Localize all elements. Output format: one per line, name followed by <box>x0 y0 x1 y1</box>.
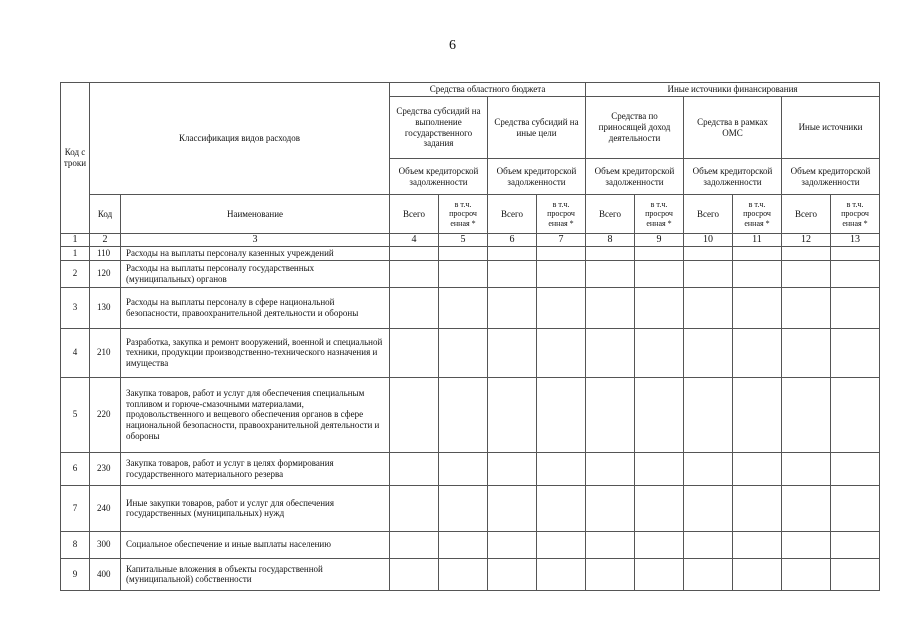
regional-budget-header: Средства областного бюджета <box>390 83 586 97</box>
value-cell <box>733 377 782 452</box>
value-cell <box>635 452 684 485</box>
value-cell <box>782 531 831 558</box>
value-cell <box>684 452 733 485</box>
value-cell <box>488 377 537 452</box>
table-row <box>61 485 880 531</box>
total-header: Всего <box>488 195 537 234</box>
value-cell <box>586 531 635 558</box>
value-cell <box>831 260 880 287</box>
column-number: 2 <box>90 234 121 247</box>
row-name: Закупка товаров, работ и услуг для обеспечения специальным топливом и горюче-смазочными материалами, продовольственного и вещевого обеспечения органов в сфере национальной безопасности, правоохранительной деятельности и обороны <box>121 377 390 452</box>
page-number: 6 <box>449 38 456 53</box>
value-cell <box>684 531 733 558</box>
value-cell <box>782 452 831 485</box>
debt-header: Объем кредиторской задолженности <box>684 159 782 195</box>
column-number: 4 <box>390 234 439 247</box>
value-cell <box>684 558 733 590</box>
value-cell <box>488 247 537 261</box>
value-cell <box>439 328 488 377</box>
value-cell <box>537 328 586 377</box>
value-cell <box>733 531 782 558</box>
column-number: 12 <box>782 234 831 247</box>
row-number: 8 <box>61 531 90 558</box>
row-name: Закупка товаров, работ и услуг в целях формирования государственного материального резерва <box>121 452 390 485</box>
column-number: 1 <box>61 234 90 247</box>
value-cell <box>782 328 831 377</box>
expense-classification-table <box>60 82 880 591</box>
value-cell <box>733 452 782 485</box>
value-cell <box>635 377 684 452</box>
value-cell <box>488 452 537 485</box>
value-cell <box>684 485 733 531</box>
value-cell <box>586 328 635 377</box>
value-cell <box>439 485 488 531</box>
value-cell <box>635 558 684 590</box>
overdue-header: в т.ч. просроч енная * <box>537 195 586 234</box>
value-cell <box>390 485 439 531</box>
row-code: 400 <box>90 558 121 590</box>
row-name: Расходы на выплаты персоналу в сфере национальной безопасности, правоохранительной деятельности и обороны <box>121 287 390 328</box>
value-cell <box>439 247 488 261</box>
value-cell <box>635 531 684 558</box>
value-cell <box>390 328 439 377</box>
name-header: Наименование <box>121 195 390 234</box>
value-cell <box>782 485 831 531</box>
column-number: 11 <box>733 234 782 247</box>
value-cell <box>684 260 733 287</box>
value-cell <box>831 247 880 261</box>
value-cell <box>635 247 684 261</box>
row-code: 130 <box>90 287 121 328</box>
column-number: 3 <box>121 234 390 247</box>
value-cell <box>586 247 635 261</box>
row-name: Расходы на выплаты персоналу казенных учреждений <box>121 247 390 261</box>
value-cell <box>439 531 488 558</box>
value-cell <box>733 328 782 377</box>
value-cell <box>439 452 488 485</box>
value-cell <box>488 328 537 377</box>
value-cell <box>439 287 488 328</box>
value-cell <box>537 260 586 287</box>
value-cell <box>390 260 439 287</box>
row-number: 1 <box>61 247 90 261</box>
value-cell <box>439 377 488 452</box>
table-row <box>61 328 880 377</box>
value-cell <box>390 558 439 590</box>
row-number: 4 <box>61 328 90 377</box>
table-row <box>61 452 880 485</box>
value-cell <box>635 485 684 531</box>
row-name: Социальное обеспечение и иные выплаты населению <box>121 531 390 558</box>
other-sources-short-header: Иные источники <box>782 97 880 159</box>
value-cell <box>635 328 684 377</box>
column-number: 9 <box>635 234 684 247</box>
value-cell <box>586 558 635 590</box>
overdue-header: в т.ч. просроч енная * <box>733 195 782 234</box>
value-cell <box>537 531 586 558</box>
row-name: Капитальные вложения в объекты государственной (муниципальной) собственности <box>121 558 390 590</box>
column-number: 8 <box>586 234 635 247</box>
row-code: 120 <box>90 260 121 287</box>
value-cell <box>537 452 586 485</box>
value-cell <box>488 287 537 328</box>
value-cell <box>782 247 831 261</box>
value-cell <box>390 377 439 452</box>
value-cell <box>733 558 782 590</box>
value-cell <box>831 485 880 531</box>
table-row <box>61 531 880 558</box>
value-cell <box>733 287 782 328</box>
code-header: Код <box>90 195 121 234</box>
row-code: 220 <box>90 377 121 452</box>
overdue-header: в т.ч. просроч енная * <box>635 195 684 234</box>
value-cell <box>733 485 782 531</box>
value-cell <box>684 247 733 261</box>
column-number: 13 <box>831 234 880 247</box>
value-cell <box>586 287 635 328</box>
debt-header: Объем кредиторской задолженности <box>390 159 488 195</box>
row-code: 230 <box>90 452 121 485</box>
row-code-header: Код строки <box>61 83 90 234</box>
value-cell <box>390 452 439 485</box>
value-cell <box>831 531 880 558</box>
table-row <box>61 247 880 261</box>
value-cell <box>488 260 537 287</box>
value-cell <box>537 485 586 531</box>
value-cell <box>537 377 586 452</box>
row-name: Расходы на выплаты персоналу государственных (муниципальных) органов <box>121 260 390 287</box>
total-header: Всего <box>586 195 635 234</box>
row-code: 240 <box>90 485 121 531</box>
value-cell <box>586 452 635 485</box>
row-number: 7 <box>61 485 90 531</box>
value-cell <box>733 247 782 261</box>
value-cell <box>684 328 733 377</box>
column-number: 6 <box>488 234 537 247</box>
value-cell <box>635 260 684 287</box>
value-cell <box>831 558 880 590</box>
income-activity-header: Средства по приносящей доход деятельности <box>586 97 684 159</box>
value-cell <box>782 260 831 287</box>
value-cell <box>782 287 831 328</box>
debt-header: Объем кредиторской задолженности <box>782 159 880 195</box>
value-cell <box>684 377 733 452</box>
column-numbers-row <box>61 234 880 247</box>
total-header: Всего <box>782 195 831 234</box>
row-name: Разработка, закупка и ремонт вооружений, военной и специальной техники, продукции производственно-технического назначения и имущества <box>121 328 390 377</box>
value-cell <box>831 287 880 328</box>
value-cell <box>684 287 733 328</box>
row-code: 210 <box>90 328 121 377</box>
column-number: 10 <box>684 234 733 247</box>
value-cell <box>439 558 488 590</box>
value-cell <box>782 558 831 590</box>
value-cell <box>488 558 537 590</box>
value-cell <box>586 377 635 452</box>
table-row <box>61 377 880 452</box>
value-cell <box>831 377 880 452</box>
row-number: 9 <box>61 558 90 590</box>
total-header: Всего <box>684 195 733 234</box>
row-number: 3 <box>61 287 90 328</box>
row-name: Иные закупки товаров, работ и услуг для обеспечения государственных (муниципальных) нужд <box>121 485 390 531</box>
value-cell <box>782 377 831 452</box>
classification-header: Классификация видов расходов <box>90 83 390 195</box>
value-cell <box>537 247 586 261</box>
total-header: Всего <box>390 195 439 234</box>
overdue-header: в т.ч. просроч енная * <box>439 195 488 234</box>
overdue-header: в т.ч. просроч енная * <box>831 195 880 234</box>
debt-header: Объем кредиторской задолженности <box>586 159 684 195</box>
value-cell <box>390 531 439 558</box>
value-cell <box>439 260 488 287</box>
row-number: 5 <box>61 377 90 452</box>
value-cell <box>733 260 782 287</box>
value-cell <box>586 260 635 287</box>
value-cell <box>488 485 537 531</box>
other-sources-header: Иные источники финансирования <box>586 83 880 97</box>
row-number: 2 <box>61 260 90 287</box>
column-number: 5 <box>439 234 488 247</box>
table-row <box>61 260 880 287</box>
row-number: 6 <box>61 452 90 485</box>
table-row <box>61 287 880 328</box>
subsidies-other-header: Средства субсидий на иные цели <box>488 97 586 159</box>
value-cell <box>390 287 439 328</box>
column-number: 7 <box>537 234 586 247</box>
row-code: 300 <box>90 531 121 558</box>
row-code: 110 <box>90 247 121 261</box>
value-cell <box>586 485 635 531</box>
value-cell <box>537 287 586 328</box>
value-cell <box>537 558 586 590</box>
value-cell <box>390 247 439 261</box>
debt-header: Объем кредиторской задолженности <box>488 159 586 195</box>
subsidies-state-task-header: Средства субсидий на выполнение государственного задания <box>390 97 488 159</box>
oms-header: Средства в рамках ОМС <box>684 97 782 159</box>
table-row <box>61 558 880 590</box>
value-cell <box>635 287 684 328</box>
value-cell <box>831 328 880 377</box>
value-cell <box>831 452 880 485</box>
value-cell <box>488 531 537 558</box>
